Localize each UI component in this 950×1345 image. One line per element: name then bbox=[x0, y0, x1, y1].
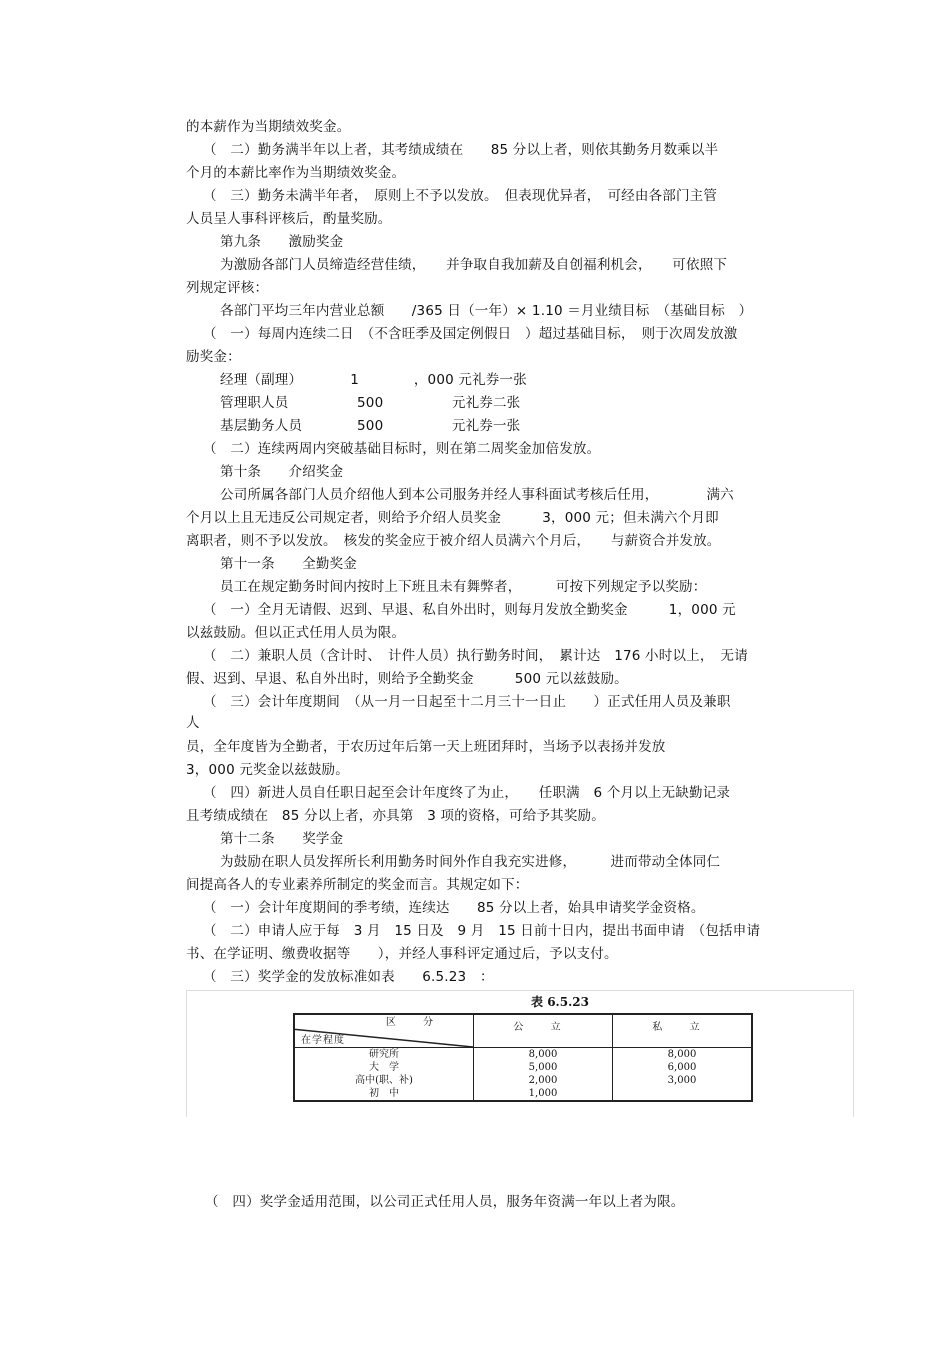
text-line: （ 四）新进人员自任职日起至会计年度终了为止， 任职满 6 个月以上无缺勤记录 bbox=[203, 785, 731, 801]
text-line: 的本薪作为当期绩效奖金。 bbox=[186, 119, 351, 135]
cell-public: 5,000 bbox=[474, 1061, 613, 1074]
row-label: 初 中 bbox=[294, 1087, 474, 1101]
text-line: 个月的本薪比率作为当期绩效奖金。 bbox=[186, 165, 406, 181]
text-line: 各部门平均三年内营业总额 /365 日（一年）× 1.10 ＝月业绩目标 （基础目标 ） bbox=[220, 303, 753, 319]
text-line: 假、迟到、早退、私自外出时，则给予全勤奖金 500 元以兹鼓励。 bbox=[186, 671, 628, 687]
table-row bbox=[294, 1061, 752, 1074]
cell-private bbox=[613, 1087, 753, 1101]
text-line: 为鼓励在职人员发挥所长利用勤务时间外作自我充实进修， 进而带动全体同仁 bbox=[220, 854, 721, 870]
column-header: 私 立 bbox=[613, 1014, 753, 1048]
section-heading: 第十二条 奖学金 bbox=[220, 831, 344, 847]
cell-public: 2,000 bbox=[474, 1074, 613, 1087]
text-line: 列规定评核： bbox=[186, 280, 269, 296]
text-line: （ 三）会计年度期间 （从一月一日起至十二月三十一日止 ）正式任用人员及兼职 bbox=[203, 694, 731, 710]
text-line: 离职者，则不予以发放。 核发的奖金应于被介绍人员满六个月后， 与薪资合并发放。 bbox=[186, 533, 721, 549]
section-heading: 第九条 激励奖金 bbox=[220, 234, 344, 250]
text-line: 人 bbox=[186, 715, 200, 731]
column-header: 公 立 bbox=[474, 1014, 613, 1048]
table-row bbox=[294, 1074, 752, 1087]
text-line: 管理职人员 500 元礼券二张 bbox=[220, 395, 521, 411]
cell-private: 3,000 bbox=[667, 1075, 697, 1086]
text-line: 以兹鼓励。但以正式任用人员为限。 bbox=[186, 625, 406, 641]
row-label: 大 学 bbox=[294, 1061, 474, 1074]
table-header-row bbox=[294, 1014, 752, 1048]
corner-top-label: 区 分 bbox=[385, 1017, 445, 1028]
table-row bbox=[294, 1048, 752, 1062]
text-line: （ 一）全月无请假、迟到、早退、私自外出时，则每月发放全勤奖金 1，000 元 bbox=[203, 602, 736, 618]
cell-public: 8,000 bbox=[474, 1048, 613, 1062]
text-line: 员，全年度皆为全勤者，于农历过年后第一天上班团拜时，当场予以表扬并发放 bbox=[186, 739, 666, 755]
text-line: 个月以上且无违反公司规定者，则给予介绍人员奖金 3，000 元；但未满六个月即 bbox=[186, 510, 719, 526]
scholarship-table-figure bbox=[186, 990, 854, 1117]
table-caption: 表 6.5.23 bbox=[531, 995, 589, 1009]
corner-cell bbox=[294, 1014, 474, 1048]
cell-private: 8,000 bbox=[667, 1049, 697, 1060]
text-line: （ 三）奖学金的发放标准如表 6.5.23 ： bbox=[203, 969, 494, 985]
text-line: 间提高各人的专业素养所制定的奖金而言。其规定如下： bbox=[186, 877, 529, 893]
text-line: （ 一）每周内连续二日 （不含旺季及国定例假日 ）超过基础目标， 则于次周发放激 bbox=[203, 326, 738, 342]
text-line: （ 二）连续两周内突破基础目标时，则在第二周奖金加倍发放。 bbox=[203, 441, 601, 457]
text-line: 员工在规定勤务时间内按时上下班且未有舞弊者， 可按下列规定予以奖励： bbox=[220, 579, 707, 595]
text-line: 且考绩成绩在 85 分以上者，亦具第 3 项的资格，可给予其奖励。 bbox=[186, 808, 605, 824]
text-line: （ 二）勤务满半年以上者，其考绩成绩在 85 分以上者，则依其勤务月数乘以半 bbox=[203, 142, 719, 158]
section-heading: 第十条 介绍奖金 bbox=[220, 464, 344, 480]
section-heading: 第十一条 全勤奖金 bbox=[220, 556, 357, 572]
text-line: （ 二）申请人应于每 3 月 15 日及 9 月 15 日前十日内，提出书面申请 （包括申请 bbox=[203, 923, 761, 939]
text-line: （ 三）勤务未满半年者， 原则上不予以发放。 但表现优异者， 可经由各部门主管 bbox=[203, 188, 718, 204]
row-label: 研究所 bbox=[294, 1048, 474, 1062]
text-line: （ 四）奖学金适用范围，以公司正式任用人员，服务年资满一年以上者为限。 bbox=[205, 1194, 685, 1210]
row-label: 高中(职、补) bbox=[294, 1074, 474, 1087]
text-line: 人员呈人事科评核后，酌量奖励。 bbox=[186, 211, 392, 227]
table-row bbox=[294, 1087, 752, 1101]
text-line: （ 二）兼职人员（含计时、 计件人员）执行勤务时间， 累计达 176 小时以上， 无请 bbox=[203, 648, 748, 664]
text-line: 基层勤务人员 500 元礼券一张 bbox=[220, 418, 521, 434]
text-line: 公司所属各部门人员介绍他人到本公司服务并经人事科面试考核后任用， 满六 bbox=[220, 487, 734, 503]
text-line: （ 一）会计年度期间的季考绩，连续达 85 分以上者，始具申请奖学金资格。 bbox=[203, 900, 705, 916]
text-line: 经理（副理） 1 ，000 元礼券一张 bbox=[220, 372, 527, 388]
text-line: 3，000 元奖金以兹鼓励。 bbox=[186, 762, 349, 778]
text-line: 为激励各部门人员缔造经营佳绩， 并争取自我加薪及自创福利机会， 可依照下 bbox=[220, 257, 728, 273]
text-line: 书、在学证明、缴费收据等 ），并经人事科评定通过后，予以支付。 bbox=[186, 946, 618, 962]
cell-private: 6,000 bbox=[667, 1062, 697, 1073]
corner-bottom-label: 在学程度 bbox=[301, 1035, 345, 1046]
scholarship-table bbox=[293, 1013, 753, 1102]
cell-public: 1,000 bbox=[474, 1087, 613, 1101]
text-line: 励奖金： bbox=[186, 349, 241, 365]
